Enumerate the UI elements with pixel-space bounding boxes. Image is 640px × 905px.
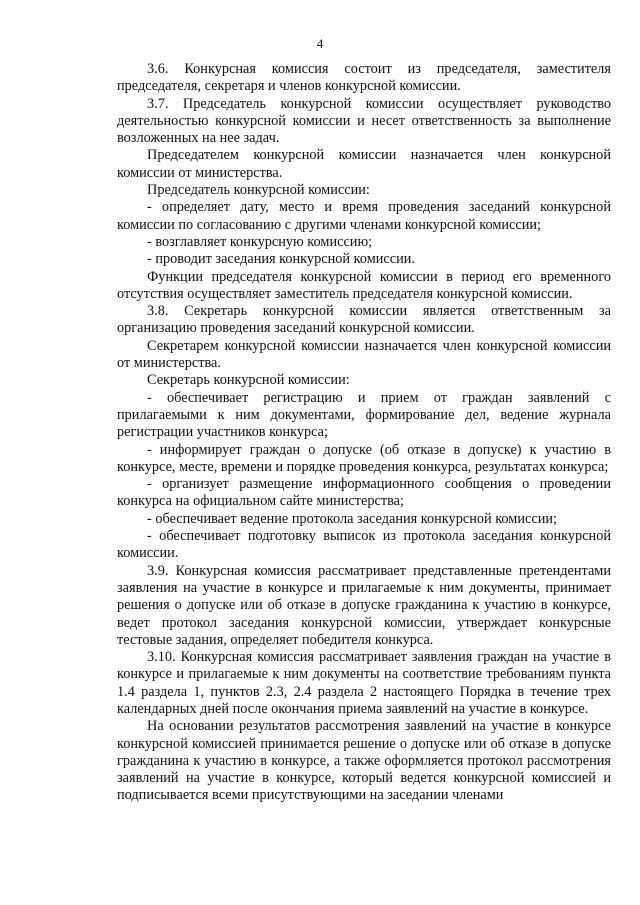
paragraph: Председатель конкурсной комиссии: [147,182,370,199]
paragraph-3-8: 3.8. Секретарь конкурсной комиссии является ответственным за организацию проведения заседаний конкурсной комиссии. [117,303,611,337]
list-item: - возглавляет конкурсную комиссию; [147,233,373,250]
list-item: - обеспечивает подготовку выписок из протокола заседания конкурсной комиссии. [117,528,611,562]
paragraph-3-7: 3.7. Председатель конкурсной комиссии осуществляет руководство деятельностью конкурсной комиссии и несет ответственность за выполнение возложенных на нее задач. [117,95,611,147]
list-item: - определяет дату, место и время проведения заседаний конкурсной комиссии по согласованию с другими членами конкурсной комиссии; [117,199,611,233]
paragraph: На основании результатов рассмотрения заявлений на участие в конкурсе конкурсной комиссией принимается решение о допуске или об отказе в допуске гражданина к участию в конкурсе, а также оформляется протокол рассмотрения заявлений на участие в конкурсе, который ведется конкурсной комиссией и подписывается всеми присутствующими на заседании членами [117,718,611,804]
document-body [117,61,611,805]
list-item: - организует размещение информационного сообщения о проведении конкурса на официальном сайте министерства; [117,476,611,510]
list-item: - информирует граждан о допуске (об отказе в допуске) к участию в конкурсе, месте, времени и порядке проведения конкурса, результатах конкурса; [117,441,611,475]
paragraph: Председателем конкурсной комиссии назначается член конкурсной комиссии от министерства. [117,147,611,181]
list-item: - обеспечивает ведение протокола заседания конкурсной комиссии; [147,510,557,527]
paragraph: Секретарь конкурсной комиссии: [147,372,350,389]
paragraph: Секретарем конкурсной комиссии назначается член конкурсной комиссии от министерства. [117,337,611,372]
page-number: 4 [316,36,324,51]
paragraph-3-10: 3.10. Конкурсная комиссия рассматривает заявления граждан на участие в конкурсе и прилагаемые к ним документы на соответствие требованиям пункта 1.4 раздела 1, пунктов 2.3, 2.4 раздела 2 настоящего Порядка в течение трех календарных дней после окончания приема заявлений на участие в конкурсе. [117,649,611,717]
paragraph-3-9: 3.9. Конкурсная комиссия рассматривает представленные претендентами заявления на участие в конкурсе и прилагаемые к ним документы, принимает решения о допуске или об отказе в допуске гражданина к участию в конкурсе, ведет протокол заседания конкурсной комиссии, утверждает конкурсные тестовые задания, определяет победителя конкурса. [117,562,611,648]
list-item: - обеспечивает регистрацию и прием от граждан заявлений с прилагаемыми к ним документами, формирование дел, ведение журнала регистрации участников конкурса; [117,389,611,441]
list-item: - проводит заседания конкурсной комиссии. [147,251,415,268]
paragraph-3-6: 3.6. Конкурсная комиссия состоит из председателя, заместителя председателя, секретаря и членов конкурсной комиссии. [117,61,611,95]
paragraph: Функции председателя конкурсной комиссии в период его временного отсутствия осуществляет заместитель председателя конкурсной комиссии. [117,268,611,302]
